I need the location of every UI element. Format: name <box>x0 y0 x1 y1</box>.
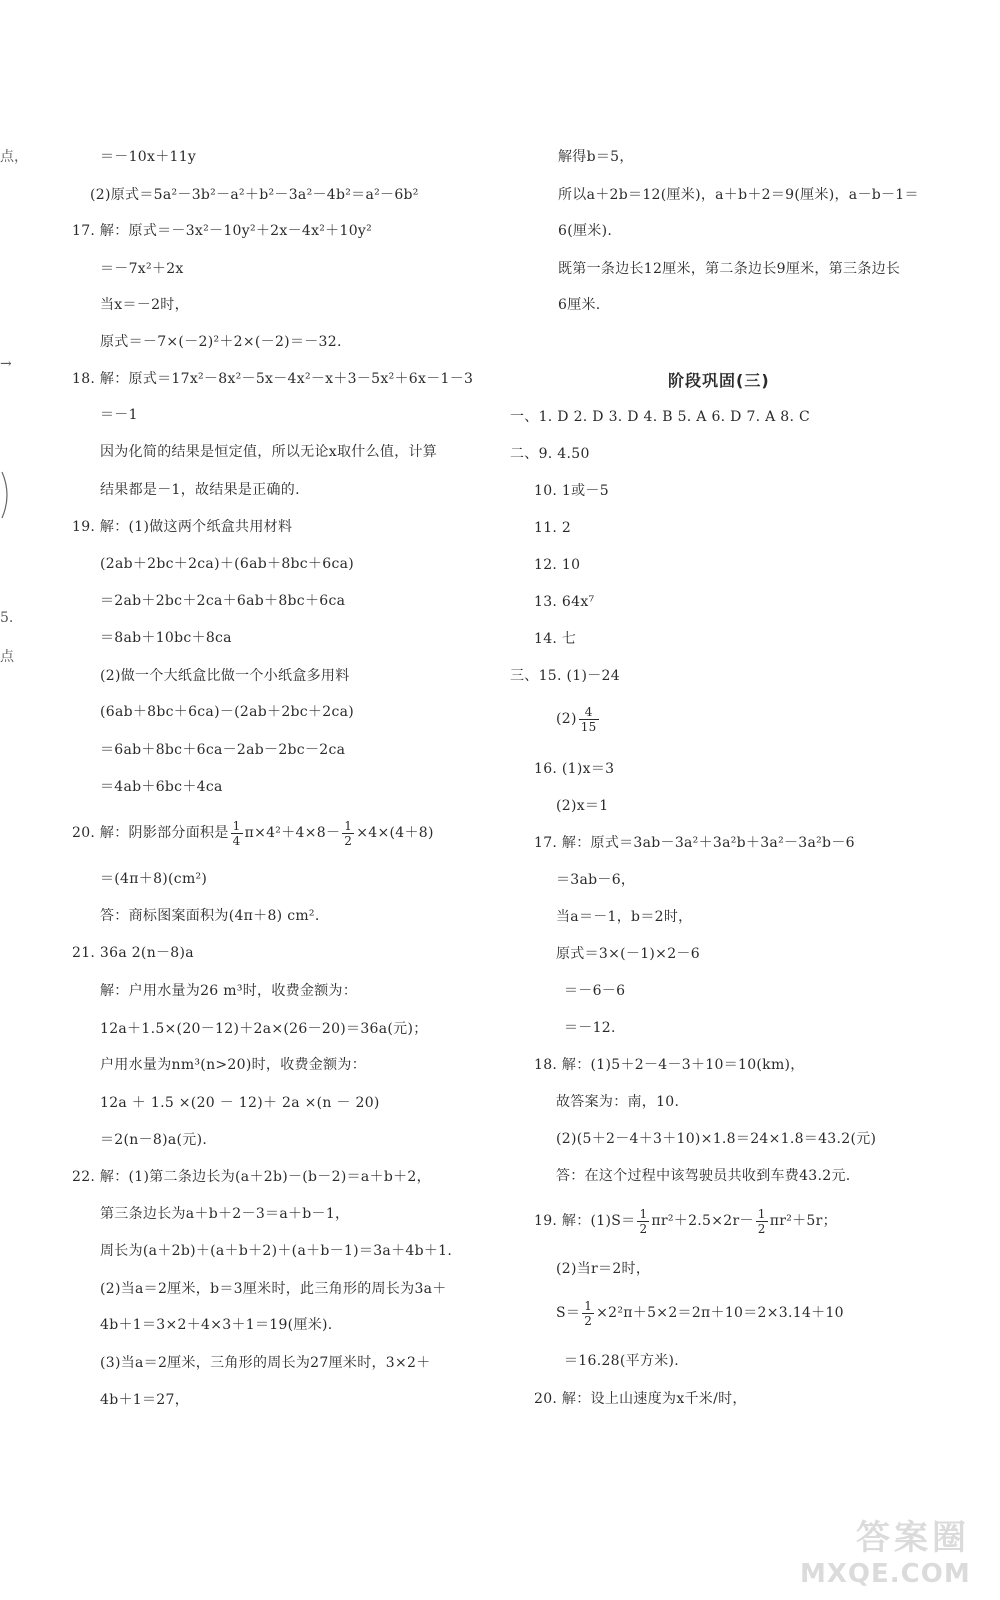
fraction <box>342 819 354 848</box>
answer-line: 12a＋1.5×(20－12)＋2a×(26－20)＝36a(元)； <box>100 1021 428 1037</box>
answer-line: 20. 解：设上山速度为x千米/时， <box>534 1391 747 1407</box>
fraction <box>231 819 243 848</box>
answer-line: 22. 解：(1)第二条边长为(a＋2b)－(b－2)＝a＋b＋2， <box>72 1169 431 1185</box>
answer-line: 18. 解：(1)5＋2－4－3＋10＝10(km)， <box>534 1057 805 1073</box>
answer-line: 户用水量为nm³(n>20)时，收费金额为： <box>100 1057 366 1073</box>
answer-line: 14. 七 <box>534 631 577 647</box>
answer-line: 二、9. 4.50 <box>510 446 590 462</box>
q20-prefix: 20. 解：阴影部分面积是 <box>72 825 229 841</box>
bracket-icon <box>0 470 14 520</box>
answer-line: 因为化简的结果是恒定值，所以无论x取什么值，计算 <box>100 444 438 460</box>
edge-mark: 点 <box>0 649 14 665</box>
q20-line <box>72 818 434 848</box>
edge-mark: 点， <box>0 149 28 165</box>
answer-line: ＝－6－6 <box>564 983 626 999</box>
answer-line: 12. 10 <box>534 557 581 573</box>
fraction-denominator: 4 <box>232 833 241 848</box>
answer-line: 答：商标图案面积为(4π＋8) cm². <box>100 908 320 924</box>
answer-line: 13. 64x⁷ <box>534 594 595 610</box>
answer-line: 4b＋1＝27， <box>100 1392 189 1408</box>
fraction <box>756 1207 768 1236</box>
answer-line: (2)做一个大纸盒比做一个小纸盒多用料 <box>100 668 350 684</box>
fraction-numerator: 4 <box>579 705 599 720</box>
q20-mid: π×4²＋4×8－ <box>244 825 341 841</box>
answer-line: 10. 1或－5 <box>534 483 609 499</box>
fraction-denominator: 2 <box>344 833 353 848</box>
fraction-numerator: 1 <box>639 1206 648 1221</box>
answer-line: 16. (1)x＝3 <box>534 761 615 777</box>
answer-line: ＝－12. <box>564 1020 616 1036</box>
edge-mark: → <box>0 356 12 372</box>
q19-line <box>534 1206 837 1236</box>
q15-2-prefix: (2) <box>556 711 577 727</box>
answer-line: ＝6ab＋8bc＋6ca－2ab－2bc－2ca <box>100 742 346 758</box>
answer-line: ＝3ab－6， <box>556 872 636 888</box>
fraction <box>637 1207 649 1236</box>
answer-line: 6(厘米). <box>558 223 613 239</box>
answer-line: 既第一条边长12厘米，第二条边长9厘米，第三条边长 <box>558 261 901 277</box>
answer-line: 21. 36a 2(n－8)a <box>72 945 194 961</box>
fraction-numerator: 1 <box>232 818 241 833</box>
fraction-numerator: 1 <box>344 818 353 833</box>
answer-line: 12a ＋ 1.5 ×(20 － 12)＋ 2a ×(n － 20) <box>100 1095 380 1111</box>
q19-prefix: 19. 解：(1)S＝ <box>534 1213 636 1229</box>
q19-suffix: πr²＋5r； <box>769 1213 837 1229</box>
q19-s-suffix: ×2²π＋5×2＝2π＋10＝2×3.14＋10 <box>596 1305 844 1321</box>
fraction <box>582 1299 594 1328</box>
answer-line: 当x＝－2时， <box>100 297 189 313</box>
answer-line: (3)当a＝2厘米，三角形的周长为27厘米时，3×2＋ <box>100 1355 431 1371</box>
fraction-denominator: 15 <box>580 719 597 734</box>
answer-line: ＝－1 <box>100 407 138 423</box>
answer-line: ＝－7x²＋2x <box>100 261 184 277</box>
answer-line: 答：在这个过程中该驾驶员共收到车费43.2元. <box>556 1168 851 1184</box>
q19-mid: πr²＋2.5×2r－ <box>651 1213 754 1229</box>
answer-line: (2)(5＋2－4＋3＋10)×1.8＝24×1.8＝43.2(元) <box>556 1131 877 1147</box>
q15-2-line <box>556 704 601 734</box>
answer-line: 11. 2 <box>534 520 572 536</box>
answer-line: (2)原式＝5a²－3b²－a²＋b²－3a²－4b²＝a²－6b² <box>90 187 419 203</box>
answer-line: 原式＝3×(－1)×2－6 <box>556 946 700 962</box>
answer-line: 解：户用水量为26 m³时，收费金额为： <box>100 983 358 999</box>
answer-line: 19. 解：(1)做这两个纸盒共用材料 <box>72 519 293 535</box>
answer-line: ＝4ab＋6bc＋4ca <box>100 779 223 795</box>
fraction-denominator: 2 <box>757 1221 766 1236</box>
answer-line: 结果都是－1，故结果是正确的. <box>100 482 300 498</box>
q19-s-line <box>556 1298 844 1328</box>
answer-line: 所以a＋2b＝12(厘米)，a＋b＋2＝9(厘米)，a－b－1＝ <box>558 187 919 203</box>
answer-line: 4b＋1＝3×2＋4×3＋1＝19(厘米). <box>100 1317 333 1333</box>
answer-line: (2)x＝1 <box>556 798 609 814</box>
answer-line: 解得b＝5， <box>558 149 634 165</box>
watermark-top-text: 答案圈 <box>856 1518 970 1558</box>
answer-line: 第三条边长为a＋b＋2－3＝a＋b－1， <box>100 1206 350 1222</box>
answer-line: 周长为(a＋2b)＋(a＋b＋2)＋(a＋b－1)＝3a＋4b＋1. <box>100 1243 453 1259</box>
answer-line: (2ab＋2bc＋2ca)＋(6ab＋8bc＋6ca) <box>100 556 354 572</box>
answer-line: 17. 解：原式＝－3x²－10y²＋2x－4x²＋10y² <box>72 223 373 239</box>
answer-line: 当a＝－1，b＝2时， <box>556 909 693 925</box>
edge-mark: 5. <box>0 610 14 626</box>
q19-s-prefix: S＝ <box>556 1305 581 1321</box>
answer-line: 一、1. D 2. D 3. D 4. B 5. A 6. D 7. A 8. C <box>510 409 811 425</box>
answer-line: (2)当a＝2厘米，b＝3厘米时，此三角形的周长为3a＋ <box>100 1281 447 1297</box>
fraction-numerator: 1 <box>757 1206 766 1221</box>
fraction-denominator: 2 <box>584 1313 593 1328</box>
answer-line: ＝(4π＋8)(cm²) <box>100 871 208 887</box>
fraction-denominator: 2 <box>639 1221 648 1236</box>
answer-line: 6厘米. <box>558 297 601 313</box>
watermark-logo <box>800 1510 970 1590</box>
answer-line: 故答案为：南，10. <box>556 1094 680 1110</box>
q20-suffix: ×4×(4＋8) <box>356 825 434 841</box>
answer-line: ＝16.28(平方米). <box>564 1353 680 1369</box>
answer-line: 18. 解：原式＝17x²－8x²－5x－4x²－x＋3－5x²＋6x－1－3 <box>72 371 474 387</box>
answer-line: (2)当r＝2时， <box>556 1261 651 1277</box>
answer-line: ＝8ab＋10bc＋8ca <box>100 630 232 646</box>
fraction-numerator: 1 <box>584 1298 593 1313</box>
answer-line: 17. 解：原式＝3ab－3a²＋3a²b＋3a²－3a²b－6 <box>534 835 855 851</box>
answer-line: 原式＝－7×(－2)²＋2×(－2)＝－32. <box>100 334 342 350</box>
fraction <box>579 705 599 734</box>
answer-line: ＝2ab＋2bc＋2ca＋6ab＋8bc＋6ca <box>100 593 346 609</box>
answer-line: ＝－10x＋11y <box>100 149 197 165</box>
section-title: 阶段巩固(三) <box>668 371 770 390</box>
watermark-bottom-text: MXQE.COM <box>800 1559 971 1589</box>
answer-line: ＝2(n－8)a(元). <box>100 1132 208 1148</box>
answer-line: (6ab＋8bc＋6ca)－(2ab＋2bc＋2ca) <box>100 704 354 720</box>
answer-line: 三、15. (1)－24 <box>510 668 620 684</box>
